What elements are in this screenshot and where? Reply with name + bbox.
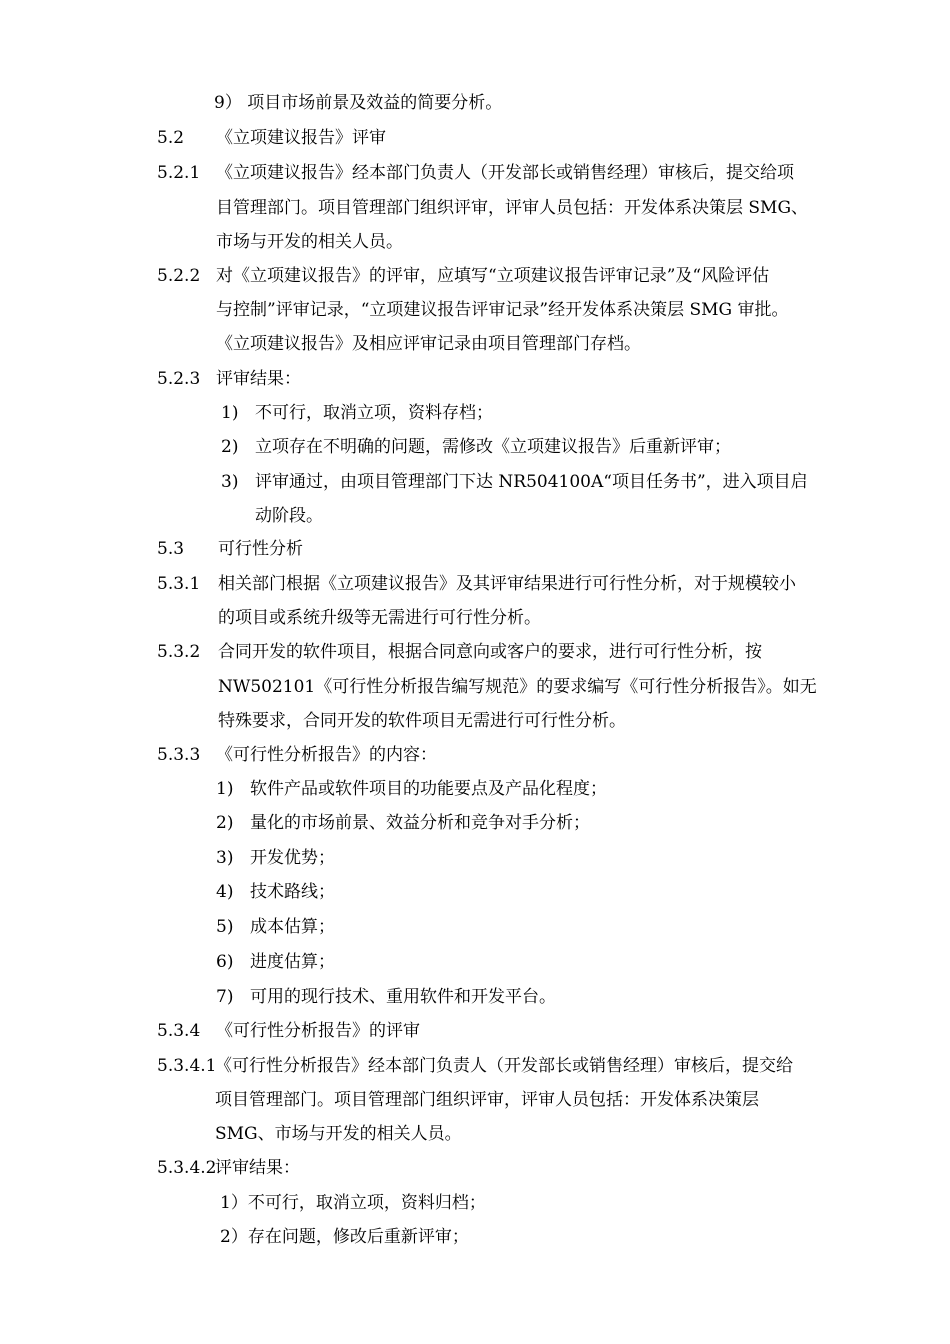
list-number: 6) (216, 952, 234, 972)
clause-text: 《可行性分析报告》的内容： (216, 745, 437, 765)
clause-number: 5.3.3 (157, 745, 201, 765)
list-number: 2) (216, 813, 234, 833)
list-text: 进度估算； (250, 952, 335, 972)
list-number: 1) (221, 403, 239, 423)
section-title: 《立项建议报告》评审 (216, 128, 386, 148)
clause-text: 《立项建议报告》及相应评审记录由项目管理部门存档。 (216, 334, 641, 354)
clause-number: 5.3.4.2 (157, 1158, 217, 1178)
list-number: 3) (216, 848, 234, 868)
section-number: 5.3 (157, 539, 185, 559)
list-text: 开发优势； (250, 848, 335, 868)
clause-text: SMG、市场与开发的相关人员。 (215, 1124, 462, 1144)
list-number: 2) (221, 437, 239, 457)
list-number: 7) (216, 987, 234, 1007)
list-text: 成本估算； (250, 917, 335, 937)
clause-text: 项目管理部门。项目管理部门组织评审，评审人员包括：开发体系决策层 (215, 1090, 759, 1110)
clause-text: 《可行性分析报告》经本部门负责人（开发部长或销售经理）审核后，提交给 (215, 1056, 793, 1076)
list-number: 5) (216, 917, 234, 937)
list-text: 立项存在不明确的问题，需修改《立项建议报告》后重新评审； (255, 437, 731, 457)
line-text: 9） 项目市场前景及效益的简要分析。 (214, 93, 503, 113)
clause-text: 对《立项建议报告》的评审，应填写“立项建议报告评审记录”及“风险评估 (216, 266, 770, 286)
clause-text: 相关部门根据《立项建议报告》及其评审结果进行可行性分析，对于规模较小 (218, 574, 796, 594)
clause-text: 特殊要求，合同开发的软件项目无需进行可行性分析。 (218, 711, 626, 731)
clause-text: 《立项建议报告》经本部门负责人（开发部长或销售经理）审核后，提交给项 (216, 163, 794, 183)
section-number: 5.2 (157, 128, 185, 148)
list-number: 4) (216, 882, 234, 902)
clause-number: 5.2.1 (157, 163, 201, 183)
clause-text: 目管理部门。项目管理部门组织评审，评审人员包括：开发体系决策层 SMG、 (216, 198, 809, 218)
list-text: 2）存在问题，修改后重新评审； (220, 1227, 469, 1247)
list-text: 量化的市场前景、效益分析和竞争对手分析； (250, 813, 590, 833)
list-number: 1) (216, 779, 234, 799)
list-text: 不可行，取消立项，资料存档； (255, 403, 493, 423)
clause-text: 《可行性分析报告》的评审 (216, 1021, 420, 1041)
list-text: 评审通过，由项目管理部门下达 NR504100A“项目任务书”，进入项目启 (255, 472, 808, 492)
clause-text: 与控制”评审记录，“立项建议报告评审记录”经开发体系决策层 SMG 审批。 (216, 300, 789, 320)
clause-text: 合同开发的软件项目，根据合同意向或客户的要求，进行可行性分析，按 (218, 642, 762, 662)
clause-text: 市场与开发的相关人员。 (216, 232, 403, 252)
clause-text: NW502101《可行性分析报告编写规范》的要求编写《可行性分析报告》。如无 (218, 677, 817, 697)
clause-text: 的项目或系统升级等无需进行可行性分析。 (218, 608, 541, 628)
list-text: 1）不可行，取消立项，资料归档； (220, 1193, 486, 1213)
clause-number: 5.3.2 (157, 642, 201, 662)
clause-text: 评审结果： (215, 1158, 300, 1178)
clause-number: 5.3.1 (157, 574, 201, 594)
clause-number: 5.3.4.1 (157, 1056, 217, 1076)
clause-number: 5.3.4 (157, 1021, 201, 1041)
list-text: 可用的现行技术、重用软件和开发平台。 (250, 987, 556, 1007)
list-text: 动阶段。 (255, 506, 323, 526)
list-text: 技术路线； (250, 882, 335, 902)
clause-number: 5.2.3 (157, 369, 201, 389)
clause-number: 5.2.2 (157, 266, 201, 286)
list-number: 3) (221, 472, 239, 492)
list-text: 软件产品或软件项目的功能要点及产品化程度； (250, 779, 607, 799)
clause-text: 评审结果： (216, 369, 301, 389)
section-title: 可行性分析 (218, 539, 303, 559)
